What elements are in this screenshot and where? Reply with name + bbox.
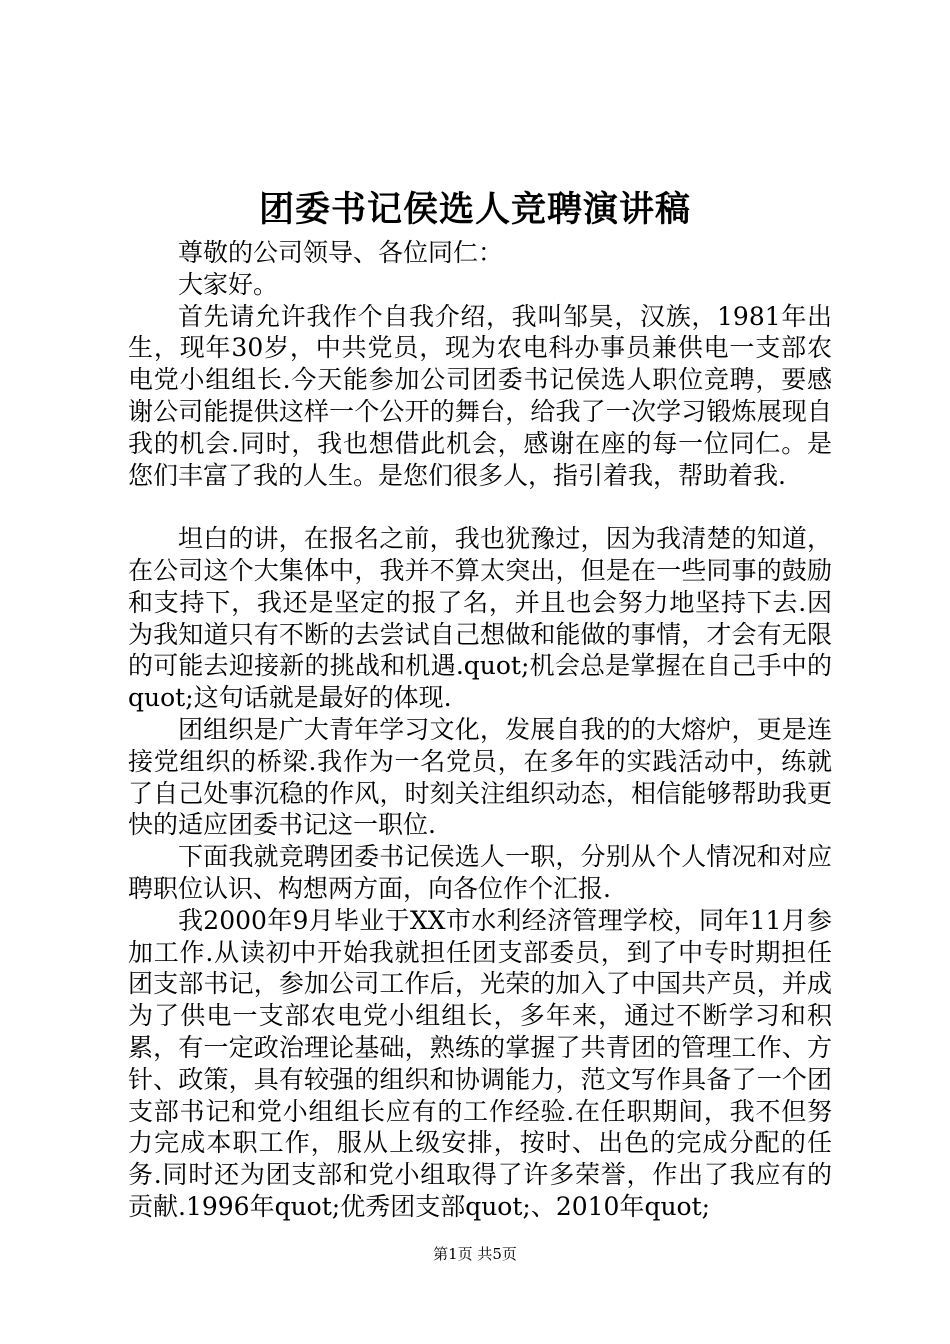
document-title: 团委书记侯选人竞聘演讲稿 xyxy=(258,190,691,230)
paragraph-introduction: 首先请允许我作个自我介绍，我叫邹昊，汉族，1981年出生，现年30岁，中共党员，现为农电科办事员兼供电一支部农电党小组组长.今天能参加公司团委书记侯选人职位竞聘，要感谢公司能提供这样一个公开的舞台，给我了一次学习锻炼展现自我的机会.同时，我也想借此机会，感谢在座的每一位同仁。是您们丰富了我的人生。是您们很多人，指引着我，帮助着我. xyxy=(128,301,832,490)
page-number-footer: 第1页 共5页 xyxy=(433,1245,517,1263)
paragraph-motivation: 坦白的讲，在报名之前，我也犹豫过，因为我清楚的知道，在公司这个大集体中，我并不算太突出，但是在一些同事的鼓励和支持下，我还是坚定的报了名，并且也会努力地坚持下去.因为我知道只有不断的去尝试自己想做和能做的事情，才会有无限的可能去迎接新的挑战和机遇.quot;机会总是掌握在自己手中的quot;这句话就是最好的体现. xyxy=(128,524,832,713)
paragraph-salutation: 尊敬的公司领导、各位同仁： xyxy=(178,238,504,267)
paragraph-experience: 我2000年9月毕业于XX市水利经济管理学校，同年11月参加工作.从读初中开始我就担任团支部委员，到了中专时期担任团支部书记，参加公司工作后，光荣的加入了中国共产员，并成为了供电一支部农电党小组组长，多年来，通过不断学习和积累，有一定政治理论基础，熟练的掌握了共青团的管理工作、方针、政策，具有较强的组织和协调能力，范文写作具备了一个团支部书记和党小组组长应有的工作经验.在任职期间，我不但努力完成本职工作，服从上级安排，按时、出色的完成分配的任务.同时还为团支部和党小组取得了许多荣誉，作出了我应有的贡献.1996年quot;优秀团支部quot;、2010年quot; xyxy=(128,905,832,1221)
paragraph-organization: 团组织是广大青年学习文化，发展自我的的大熔炉，更是连接党组织的桥梁.我作为一名党员，在多年的实践活动中，练就了自己处事沉稳的作风，时刻关注组织动态，相信能够帮助我更快的适应团委书记这一职位. xyxy=(128,714,832,840)
paragraph-outline: 下面我就竞聘团委书记侯选人一职，分别从个人情况和对应聘职位认识、构想两方面，向各位作个汇报. xyxy=(128,842,832,903)
paragraph-greeting: 大家好。 xyxy=(178,269,279,299)
paragraph-spacer xyxy=(128,491,832,523)
document-body xyxy=(128,237,832,1223)
